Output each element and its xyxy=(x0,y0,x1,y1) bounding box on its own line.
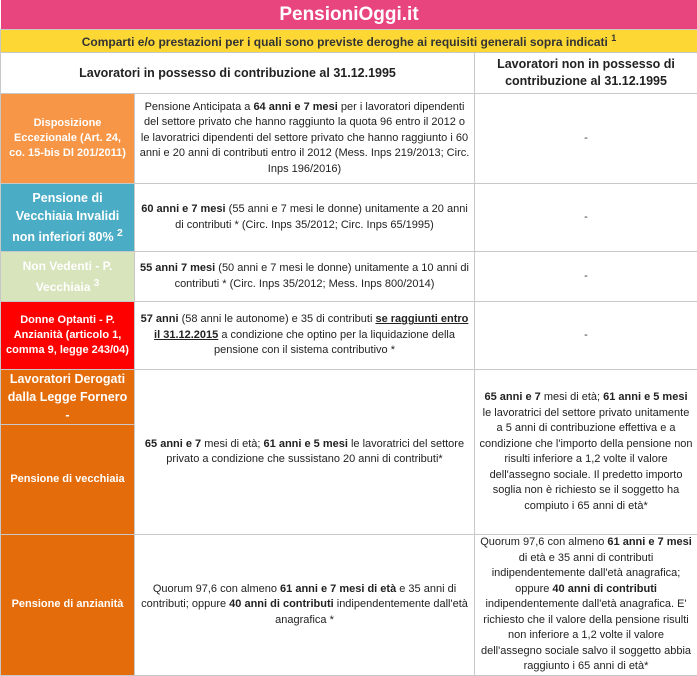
text-segment: per i lavoratori dipendenti del settore privato che hanno raggiunto la quota 96 entro il 2012 o le lavoratrici dipendenti del settore privato che hanno raggiunto i 60 anni e 20 anni di contributi entro il 2012 (Mess. Inps 219/2013; Circ. Inps 196/2016) xyxy=(140,101,470,175)
row-left-cell xyxy=(135,184,475,252)
text-segment: (50 anni e 7 mesi le donne) unitamente a 10 anni di contributi * (Circ. Inps 35/2012; Mess. Inps 800/2014) xyxy=(175,262,469,290)
emphasized-text: 61 anni e 7 mesi di età xyxy=(280,583,396,595)
text-segment: di età e 35 anni di contributi indipendentemente dall'età anagrafica; oppure xyxy=(492,552,681,595)
row-right-cell: - xyxy=(475,184,697,252)
row-right-cell: - xyxy=(475,302,697,370)
subtitle-text: Comparti e/o prestazioni per i quali sono previste deroghe ai requisiti generali sopra indicati xyxy=(82,35,608,49)
column-header-left: Lavoratori in possesso di contribuzione al 31.12.1995 xyxy=(1,53,475,94)
emphasized-text: 55 anni 7 mesi xyxy=(140,262,215,274)
subtitle-footnote: 1 xyxy=(611,33,616,43)
text-segment: mesi di età; xyxy=(201,438,263,450)
row-label xyxy=(1,184,135,252)
row-right-cell: - xyxy=(475,94,697,184)
emphasized-text: 65 anni e 7 xyxy=(145,438,201,450)
text-segment: e 35 anni di contributi; oppure xyxy=(141,583,456,611)
emphasized-text: 65 anni e 7 xyxy=(485,391,541,403)
row-label: Donne Optanti - P. Anzianità (articolo 1, comma 9, legge 243/04) xyxy=(1,302,135,370)
row-label-text: Pensione di Vecchiaia Invalidi non inferiori 80% xyxy=(12,191,119,244)
row-label-footnote: 3 xyxy=(94,278,100,289)
emphasized-text: 64 anni e 7 mesi xyxy=(253,101,337,113)
row-label-footnote: 2 xyxy=(117,228,123,239)
row-label-text: Non Vedenti - P. Vecchiaia xyxy=(23,259,113,294)
emphasized-text: 61 anni e 5 mesi xyxy=(603,391,687,403)
fornero-vecchiaia-right xyxy=(475,370,697,535)
row-left-cell xyxy=(135,302,475,370)
text-segment: le lavoratrici del settore privato unitamente a 5 anni di contribuzione effettiva e a condizione che l'importo della pensione non risulti inferiore a 1,2 volte il valore dell'assegno sociale. Il predetto importo soglia non è richiesto se il soggetto ha compiuto i 65 anni di età* xyxy=(479,407,692,512)
fornero-anzianita-row xyxy=(1,535,697,676)
title-row xyxy=(1,0,697,30)
text-segment: Pensione Anticipata a xyxy=(145,101,254,113)
table-row xyxy=(1,302,697,370)
table-row xyxy=(1,184,697,252)
fornero-group-row xyxy=(1,370,697,425)
emphasized-text: 57 anni xyxy=(141,313,179,325)
column-header-row xyxy=(1,53,697,94)
table-row xyxy=(1,252,697,302)
fornero-anzianita-right xyxy=(475,535,697,676)
text-segment: le lavoratrici del settore privato a condizione che sussistano 20 anni di contributi* xyxy=(166,438,464,466)
text-segment: indipendentemente dall'età anagrafica * xyxy=(275,598,468,626)
emphasized-text: 40 anni di contributi xyxy=(229,598,334,610)
fornero-vecchiaia-left xyxy=(135,370,475,535)
text-segment: indipendentemente dall'età anagrafica. E' richiesto che il valore della pensione risulti non inferiore a 1,2 volte il valore dell'assegno sociale salvo il soggetto abbia raggiunto i 65 anni di età* xyxy=(481,598,691,672)
text-segment: (58 anni le autonome) e 35 di contributi xyxy=(179,313,376,325)
row-left-cell xyxy=(135,252,475,302)
fornero-group-label: Lavoratori Derogati dalla Legge Fornero - xyxy=(1,370,135,425)
emphasized-text: 40 anni di contributi xyxy=(552,583,657,595)
emphasized-text: 61 anni e 5 mesi xyxy=(264,438,348,450)
emphasized-text: se raggiunti entro il 31.12.2015 xyxy=(154,313,468,341)
column-header-right: Lavoratori non in possesso di contribuzione al 31.12.1995 xyxy=(475,53,697,94)
row-label: Disposizione Eccezionale (Art. 24, co. 15-bis Dl 201/2011) xyxy=(1,94,135,184)
table-row xyxy=(1,94,697,184)
site-title: PensioniOggi.it xyxy=(1,0,697,30)
fornero-anzianita-label: Pensione di anzianità xyxy=(1,535,135,676)
text-segment: Quorum 97,6 con almeno xyxy=(153,583,280,595)
table-subtitle xyxy=(1,30,697,53)
text-segment: a condizione che optino per la liquidazione della pensione con il sistema contributivo * xyxy=(214,329,455,357)
row-right-cell: - xyxy=(475,252,697,302)
fornero-vecchiaia-label: Pensione di vecchiaia xyxy=(1,425,135,535)
text-segment: Quorum 97,6 con almeno xyxy=(480,536,607,548)
row-label xyxy=(1,252,135,302)
text-segment: (55 anni e 7 mesi le donne) unitamente a 20 anni di contributi * (Circ. Inps 35/2012; Circ. Inps 65/1995) xyxy=(175,203,468,231)
row-left-cell xyxy=(135,94,475,184)
text-segment: mesi di età; xyxy=(541,391,603,403)
emphasized-text: 60 anni e 7 mesi xyxy=(141,203,225,215)
emphasized-text: 61 anni e 7 mesi xyxy=(607,536,691,548)
fornero-anzianita-left xyxy=(135,535,475,676)
subtitle-row xyxy=(1,30,697,53)
